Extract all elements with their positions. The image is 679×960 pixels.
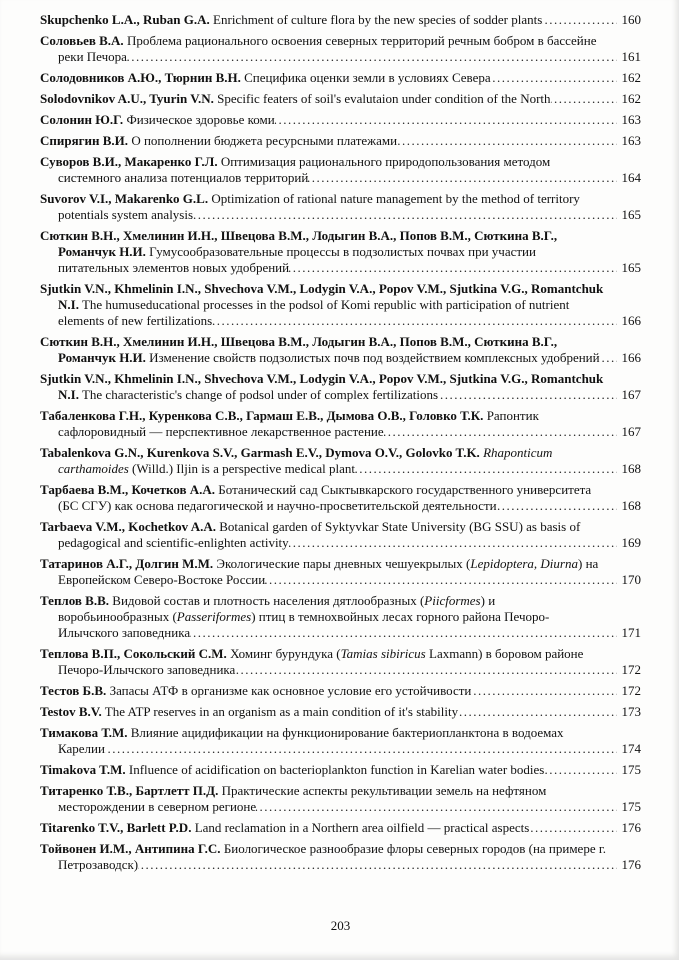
- toc-entry: [40, 371, 641, 403]
- toc-entry: [40, 725, 641, 757]
- entry-page-number: 162: [617, 70, 642, 86]
- toc-entry: [40, 112, 641, 128]
- page-footer: [40, 918, 641, 934]
- entry-segment-normal: Физическое здоровье коми: [123, 112, 275, 127]
- entry-segment-normal: Influence of acidification on bacterioplankton function in Karelian water bodies: [125, 762, 545, 777]
- entry-text: [40, 70, 491, 85]
- toc-entry: [40, 841, 641, 873]
- entry-text: [40, 704, 458, 719]
- entry-segment-normal: The humuseducational processes in the podsol of Komi republic with participation of nutrient elements of new fertilizations: [58, 297, 570, 328]
- entry-segment-bold: Тимакова Т.М.: [40, 725, 128, 740]
- entry-segment-normal: Laxmann) в боровом районе Печоро-Илычского заповедника: [58, 646, 584, 677]
- entry-segment-bold: Теплова В.П., Сокольский С.М.: [40, 646, 227, 661]
- entry-segment-bold: Tarbaeva V.M., Kochetkov A.A.: [40, 519, 216, 534]
- entry-page-number: 175: [617, 799, 642, 815]
- entry-segment-normal: Гумусообразовательные процессы в подзолистых почвах при участии питательных элементов новых удобрений: [58, 244, 536, 275]
- entry-text: [40, 133, 397, 148]
- entry-page-number: 163: [617, 133, 642, 149]
- entry-page-number: 172: [617, 662, 642, 678]
- entry-segment-bold: Tabalenkova G.N., Kurenkova S.V., Garmash E.V., Dymova O.V., Golovko T.K.: [40, 445, 480, 460]
- folio-page-number: 203: [330, 918, 351, 933]
- entry-text: [40, 646, 583, 677]
- toc-entry: [40, 154, 641, 186]
- entry-segment-italic: Rhaponticum carthamoides: [58, 445, 553, 476]
- entry-segment-normal: Влияние ацидификации на функционирование бактериопланктона в водоемах Карелии: [58, 725, 564, 756]
- entry-segment-normal: О пополнении бюджета ресурсными платежами: [128, 133, 398, 148]
- entry-segment-bold: Тойвонен И.М., Антипина Г.С.: [40, 841, 221, 856]
- entry-page-number: 166: [617, 350, 642, 366]
- entry-text: [40, 820, 529, 835]
- entry-segment-normal: Botanical garden of Syktyvkar State University (BG SSU) as basis of pedagogical and scientific-enlighten activity: [58, 519, 581, 550]
- toc-entry: [40, 646, 641, 678]
- entry-page-number: 165: [617, 207, 642, 223]
- entry-page-number: 170: [617, 572, 642, 588]
- entry-text: [40, 519, 580, 550]
- entry-segment-bold: Теплов В.В.: [40, 593, 110, 608]
- entry-text: [40, 408, 539, 439]
- entry-segment-normal: ) и воробьинообразных (: [58, 593, 496, 624]
- toc-entry: [40, 91, 641, 107]
- entry-page-number: 168: [617, 461, 642, 477]
- toc-entry-list: [40, 12, 641, 878]
- entry-segment-bold: Testov B.V.: [40, 704, 102, 719]
- toc-entry: [40, 593, 641, 641]
- entry-segment-italic: Piicformes: [424, 593, 481, 608]
- entry-page-number: 169: [617, 535, 642, 551]
- entry-text: [40, 482, 591, 513]
- entry-text: [40, 191, 580, 222]
- entry-segment-bold: Спирягин В.И.: [40, 133, 129, 148]
- entry-segment-bold: Суворов В.И., Макаренко Г.Л.: [40, 154, 218, 169]
- entry-segment-bold: Titarenko T.V., Barlett P.D.: [40, 820, 192, 835]
- entry-segment-bold: Солодовников А.Ю., Тюрнин В.Н.: [40, 70, 241, 85]
- entry-page-number: 163: [617, 112, 642, 128]
- entry-segment-normal: Оптимизация рационального природопользования методом системного анализа потенциалов территорий: [58, 154, 551, 185]
- toc-entry: [40, 783, 641, 815]
- entry-segment-normal: Enrichment of culture flora by the new species of sodder plants: [209, 12, 543, 27]
- entry-page-number: 167: [617, 424, 642, 440]
- entry-page-number: 160: [617, 12, 642, 28]
- entry-segment-bold: Сюткин В.Н., Хмелинин И.Н., Швецова В.М., Лодыгин В.А., Попов В.М., Сюткина В.Г., Романчук Н.И.: [40, 228, 558, 259]
- entry-text: [40, 445, 552, 476]
- entry-page-number: 165: [617, 260, 642, 276]
- entry-page-number: 167: [617, 387, 642, 403]
- entry-segment-bold: Solodovnikov A.U., Tyurin V.N.: [40, 91, 214, 106]
- toc-entry: [40, 482, 641, 514]
- entry-segment-normal: Специфика оценки земли в условиях Севера: [240, 70, 491, 85]
- entry-segment-bold: Солонин Ю.Г.: [40, 112, 124, 127]
- entry-segment-bold: Suvorov V.I., Makarenko G.L.: [40, 191, 209, 206]
- entry-text: [40, 112, 275, 127]
- entry-segment-bold: Татаринов А.Г., Долгин М.М.: [40, 556, 214, 571]
- toc-entry: [40, 70, 641, 86]
- toc-entry: [40, 334, 641, 366]
- entry-segment-bold: Табаленкова Г.Н., Куренкова С.В., Гармаш Е.В., Дымова О.В., Головко Т.К.: [40, 408, 484, 423]
- entry-segment-bold: Соловьев В.А.: [40, 33, 124, 48]
- entry-text: [40, 683, 471, 698]
- toc-entry: [40, 556, 641, 588]
- entry-segment-bold: Timakova T.M.: [40, 762, 126, 777]
- entry-segment-normal: Land reclamation in a Northern area oilfield — practical aspects: [191, 820, 530, 835]
- entry-text: [40, 12, 542, 27]
- entry-segment-bold: Титаренко Т.В., Бартлетт П.Д.: [40, 783, 219, 798]
- entry-text: [40, 334, 600, 365]
- entry-segment-bold: Skupchenko L.A., Ruban G.A.: [40, 12, 210, 27]
- entry-page-number: 175: [617, 762, 642, 778]
- entry-text: [40, 783, 546, 814]
- entry-text: [40, 556, 598, 587]
- entry-segment-normal: (Willd.) Iljin is a perspective medical plant: [128, 461, 355, 476]
- entry-segment-bold: Sjutkin V.N., Khmelinin I.N., Shvechova V.M., Lodygin V.A., Popov V.M., Sjutkina V.G., Romantchuk N.I.: [40, 281, 604, 312]
- entry-segment-normal: ) на Европейском Северо-Востоке России: [58, 556, 599, 587]
- entry-text: [40, 33, 597, 64]
- entry-segment-normal: Запасы АТФ в организме как основное условие его устойчивости: [106, 683, 472, 698]
- toc-entry: [40, 683, 641, 699]
- toc-entry: [40, 519, 641, 551]
- entry-segment-italic: Passeriformes: [176, 609, 252, 624]
- entry-segment-bold: Sjutkin V.N., Khmelinin I.N., Shvechova V.M., Lodygin V.A., Popov V.M., Sjutkina V.G., Romantchuk N.I.: [40, 371, 604, 402]
- entry-segment-bold: Тестов Б.В.: [40, 683, 107, 698]
- toc-entry: [40, 33, 641, 65]
- toc-entry: [40, 704, 641, 720]
- entry-text: [40, 228, 557, 275]
- entry-text: [40, 371, 603, 402]
- toc-entry: [40, 133, 641, 149]
- entry-segment-normal: Биологическое разнообразие флоры северных городов (на примере г. Петрозаводск): [58, 841, 606, 872]
- entry-segment-normal: Экологические пары дневных чешуекрылых (: [213, 556, 471, 571]
- entry-text: [40, 762, 544, 777]
- entry-segment-normal: The characteristic's change of podsol under of complex fertilizations: [78, 387, 439, 402]
- entry-page-number: 166: [617, 313, 642, 329]
- entry-segment-normal: Рапонтик сафлоровидный — перспективное лекарственное растение: [58, 408, 539, 439]
- entry-text: [40, 725, 564, 756]
- entry-segment-bold: Тарбаева В.М., Кочетков А.А.: [40, 482, 216, 497]
- entry-page-number: 162: [617, 91, 642, 107]
- entry-page-number: 173: [617, 704, 642, 720]
- entry-segment-normal: Хоминг бурундука (: [226, 646, 341, 661]
- toc-entry: [40, 408, 641, 440]
- entry-page-number: 161: [617, 49, 642, 65]
- entry-text: [40, 91, 551, 106]
- entry-text: [40, 281, 603, 328]
- toc-entry: [40, 191, 641, 223]
- entry-text: [40, 593, 549, 640]
- entry-page-number: 168: [617, 498, 642, 514]
- toc-entry: [40, 762, 641, 778]
- entry-segment-normal: Ботанический сад Сыктывкарского государственного университета (БС СГУ) как основа педагогической и научно-просветительской деятельности: [58, 482, 592, 513]
- entry-segment-normal: Specific featers of soil's evalutaion under condition of the North: [213, 91, 551, 106]
- entry-page-number: 164: [617, 170, 642, 186]
- entry-segment-normal: ) птиц в темнохвойных лесах горного района Печоро-Илычского заповедника: [58, 609, 550, 640]
- entry-page-number: 172: [617, 683, 642, 699]
- toc-entry: [40, 820, 641, 836]
- toc-entry: [40, 281, 641, 329]
- entry-segment-normal: The ATP reserves in an organism as a main condition of it's stability: [101, 704, 459, 719]
- entry-segment-normal: Optimization of rational nature management by the method of territory potentials system analysis: [58, 191, 580, 222]
- entry-page-number: 176: [617, 857, 642, 873]
- entry-segment-italic: Tamias sibiricus: [340, 646, 426, 661]
- entry-segment-normal: Практические аспекты рекультивации земель на нефтяном месторождении в северном регионе: [58, 783, 547, 814]
- toc-entry: [40, 445, 641, 477]
- entry-text: [40, 154, 550, 185]
- entry-segment-italic: Lepidoptera, Diurna: [470, 556, 578, 571]
- entry-segment-normal: Проблема рационального освоения северных территорий речным бобром в бассейне реки Печора: [58, 33, 597, 64]
- toc-entry: [40, 228, 641, 276]
- entry-page-number: 171: [617, 625, 642, 641]
- entry-page-number: 174: [617, 741, 642, 757]
- entry-text: [40, 841, 606, 872]
- entry-page-number: 176: [617, 820, 642, 836]
- entry-segment-normal: Изменение свойств подзолистых почв под воздействием комплексных удобрений: [145, 350, 600, 365]
- entry-segment-bold: Сюткин В.Н., Хмелинин И.Н., Швецова В.М., Лодыгин В.А., Попов В.М., Сюткина В.Г., Романчук Н.И.: [40, 334, 558, 365]
- entry-segment-normal: Видовой состав и плотность населения дятлообразных (: [109, 593, 425, 608]
- toc-entry: [40, 12, 641, 28]
